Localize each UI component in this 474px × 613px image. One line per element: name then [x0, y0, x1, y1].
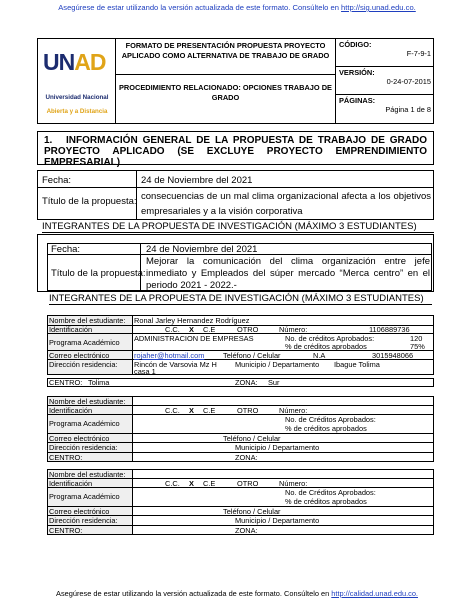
block2-fecha-label: Fecha: — [51, 244, 81, 255]
block1-integrantes: INTEGRANTES DE LA PROPUESTA DE INVESTIGACIÓN (MÁXIMO 3 ESTUDIANTES) — [42, 221, 434, 233]
s1-creditos-value: 120 — [410, 334, 423, 343]
unad-logo — [38, 39, 116, 123]
form-title: FORMATO DE PRESENTACIÓN PROPUESTA PROYECTO APLICADO COMO ALTERNATIVA DE TRABAJO DE GRADO — [116, 39, 335, 75]
logo-wordmark: UNAD — [43, 49, 106, 75]
s1-centro-value: Tolima — [88, 378, 110, 387]
block1-titulo-label: Título de la propuesta: — [42, 196, 137, 207]
version-cell: VERSIÓN: 0-24-07-2015 — [336, 67, 434, 95]
s1-porcentaje-label: % de créditos aprobados — [285, 342, 367, 351]
s3-programa-label: Programa Académico — [49, 492, 120, 501]
bottom-notice-link[interactable]: http://calidad.unad.edu.co. — [331, 589, 418, 598]
s1-ce: C.E — [203, 325, 216, 334]
s3-otro: OTRO — [237, 479, 259, 488]
s3-creditos-label: No. de Créditos Aprobados: — [285, 488, 376, 497]
s3-direccion-label: Dirección residencia: — [49, 516, 118, 525]
s2-programa-label: Programa Académico — [49, 419, 120, 428]
s2-zona-label: ZONA: — [235, 453, 258, 462]
s2-porcentaje-label: % de créditos aprobados — [285, 424, 367, 433]
s2-numero-label: Número: — [279, 406, 308, 415]
block1-titulo-value: consecuencias de un mal clima organizacional afecta a los objetivos empresariales y a la visión corporativa — [141, 191, 431, 217]
s2-nombre-label: Nombre del estudiante: — [49, 397, 126, 406]
s3-cc-mark: X — [189, 479, 194, 488]
s1-porcentaje-value: 75% — [410, 342, 425, 351]
s3-centro-label: CENTRO: — [49, 526, 83, 535]
s1-direccion-l2: casa 1 — [134, 367, 156, 376]
s2-id-label: Identificación — [49, 406, 93, 415]
procedure-title: PROCEDIMIENTO RELACIONADO: OPCIONES TRABAJO DE GRADO — [119, 83, 332, 102]
s1-cc: C.C. — [165, 325, 180, 334]
logo-university-name: Universidad Nacional — [45, 94, 109, 101]
s1-zona-label: ZONA: — [235, 378, 258, 387]
logo-university-subtitle: Abierta y a Distancia — [46, 108, 108, 115]
s1-direccion-label: Dirección residencia: — [49, 360, 118, 369]
s3-ce: C.E — [203, 479, 216, 488]
s1-creditos-label: No. de créditos Aprobados: — [285, 334, 375, 343]
block2-fecha-value: 24 de Noviembre del 2021 — [146, 244, 258, 255]
block2-integrantes: INTEGRANTES DE LA PROPUESTA DE INVESTIGACIÓN (MÁXIMO 3 ESTUDIANTES) — [49, 293, 432, 305]
document-header — [37, 38, 434, 124]
s2-cc-mark: X — [189, 406, 194, 415]
s1-zona-value: Sur — [268, 378, 280, 387]
s1-programa-value: ADMINISTRACION DE EMPRESAS — [134, 334, 254, 343]
top-notice: Asegúrese de estar utilizando la versión actualizada de este formato. Consúltelo en http://sig.unad.edu.co. — [58, 3, 416, 12]
code-cell: CÓDIGO: F-7-9-1 — [336, 39, 434, 67]
s1-municipio-value: Ibague Tolima — [334, 360, 380, 369]
block2-titulo-label: Título de la propuesta: — [51, 268, 146, 279]
s2-correo-label: Correo electrónico — [49, 434, 110, 443]
s1-id-label: Identificación — [49, 325, 93, 334]
s2-otro: OTRO — [237, 406, 259, 415]
s3-cc: C.C. — [165, 479, 180, 488]
s3-porcentaje-label: % de créditos aprobados — [285, 497, 367, 506]
s1-centro-label: CENTRO: — [49, 378, 83, 387]
s1-numero-value: 1106889736 — [369, 325, 410, 334]
s2-telefono-label: Teléfono / Celular — [223, 434, 281, 443]
s2-cc: C.C. — [165, 406, 180, 415]
block2-titulo-value: Mejorar la comunicación del clima organización entre jefe inmediato y Empleados del súper mercado “Merca centro” en el periodo 2021 - 2022.- — [146, 256, 430, 291]
s1-municipio-label: Municipio / Departamento — [235, 360, 320, 369]
section-heading: 1. INFORMACIÓN GENERAL DE LA PROPUESTA DE TRABAJO DE GRADO PROYECTO APLICADO (SE EXCLUYE PROYECTO EMPRENDIMIENTO EMPRESARIAL) — [37, 131, 434, 165]
s1-otro: OTRO — [237, 325, 259, 334]
header-titles — [116, 39, 336, 123]
s3-telefono-label: Teléfono / Celular — [223, 507, 281, 516]
s1-nombre-value: Ronal Jarley Hernandez Rodríguez — [134, 316, 250, 325]
s1-telefono-value: 3015948066 — [372, 351, 414, 360]
s1-nombre-label: Nombre del estudiante: — [49, 316, 126, 325]
block1-fecha-value: 24 de Noviembre del 2021 — [141, 175, 253, 186]
s2-direccion-label: Dirección residencia: — [49, 443, 118, 452]
s1-programa-label: Programa Académico — [49, 338, 120, 347]
s3-correo-label: Correo electrónico — [49, 507, 110, 516]
header-codes — [336, 39, 434, 123]
block1-fecha-label: Fecha: — [42, 175, 72, 186]
s1-correo-label: Correo electrónico — [49, 351, 110, 360]
s2-ce: C.E — [203, 406, 216, 415]
top-notice-link[interactable]: http://sig.unad.edu.co. — [341, 3, 416, 12]
s3-zona-label: ZONA: — [235, 526, 258, 535]
s3-nombre-label: Nombre del estudiante: — [49, 470, 126, 479]
s2-municipio-label: Municipio / Departamento — [235, 443, 320, 452]
s2-centro-label: CENTRO: — [49, 453, 83, 462]
s1-telefono-label: Teléfono / Celular — [223, 351, 281, 360]
s3-id-label: Identificación — [49, 479, 93, 488]
s1-direccion-l1: Rincón de Varsovia Mz H — [134, 360, 217, 369]
s1-telefono-pre: N.A — [313, 351, 326, 360]
bottom-notice: Asegúrese de estar utilizando la versión actualizada de este formato. Consúltelo en http://calidad.unad.edu.co. — [56, 589, 418, 598]
s2-creditos-label: No. de Créditos Aprobados: — [285, 415, 376, 424]
s1-numero-label: Número: — [279, 325, 308, 334]
s3-municipio-label: Municipio / Departamento — [235, 516, 320, 525]
s1-correo-link[interactable]: rojaher@hotmail.com — [134, 351, 205, 360]
s1-cc-mark: X — [189, 325, 194, 334]
s3-numero-label: Número: — [279, 479, 308, 488]
pages-cell: PÁGINAS: Página 1 de 8 — [339, 96, 431, 114]
